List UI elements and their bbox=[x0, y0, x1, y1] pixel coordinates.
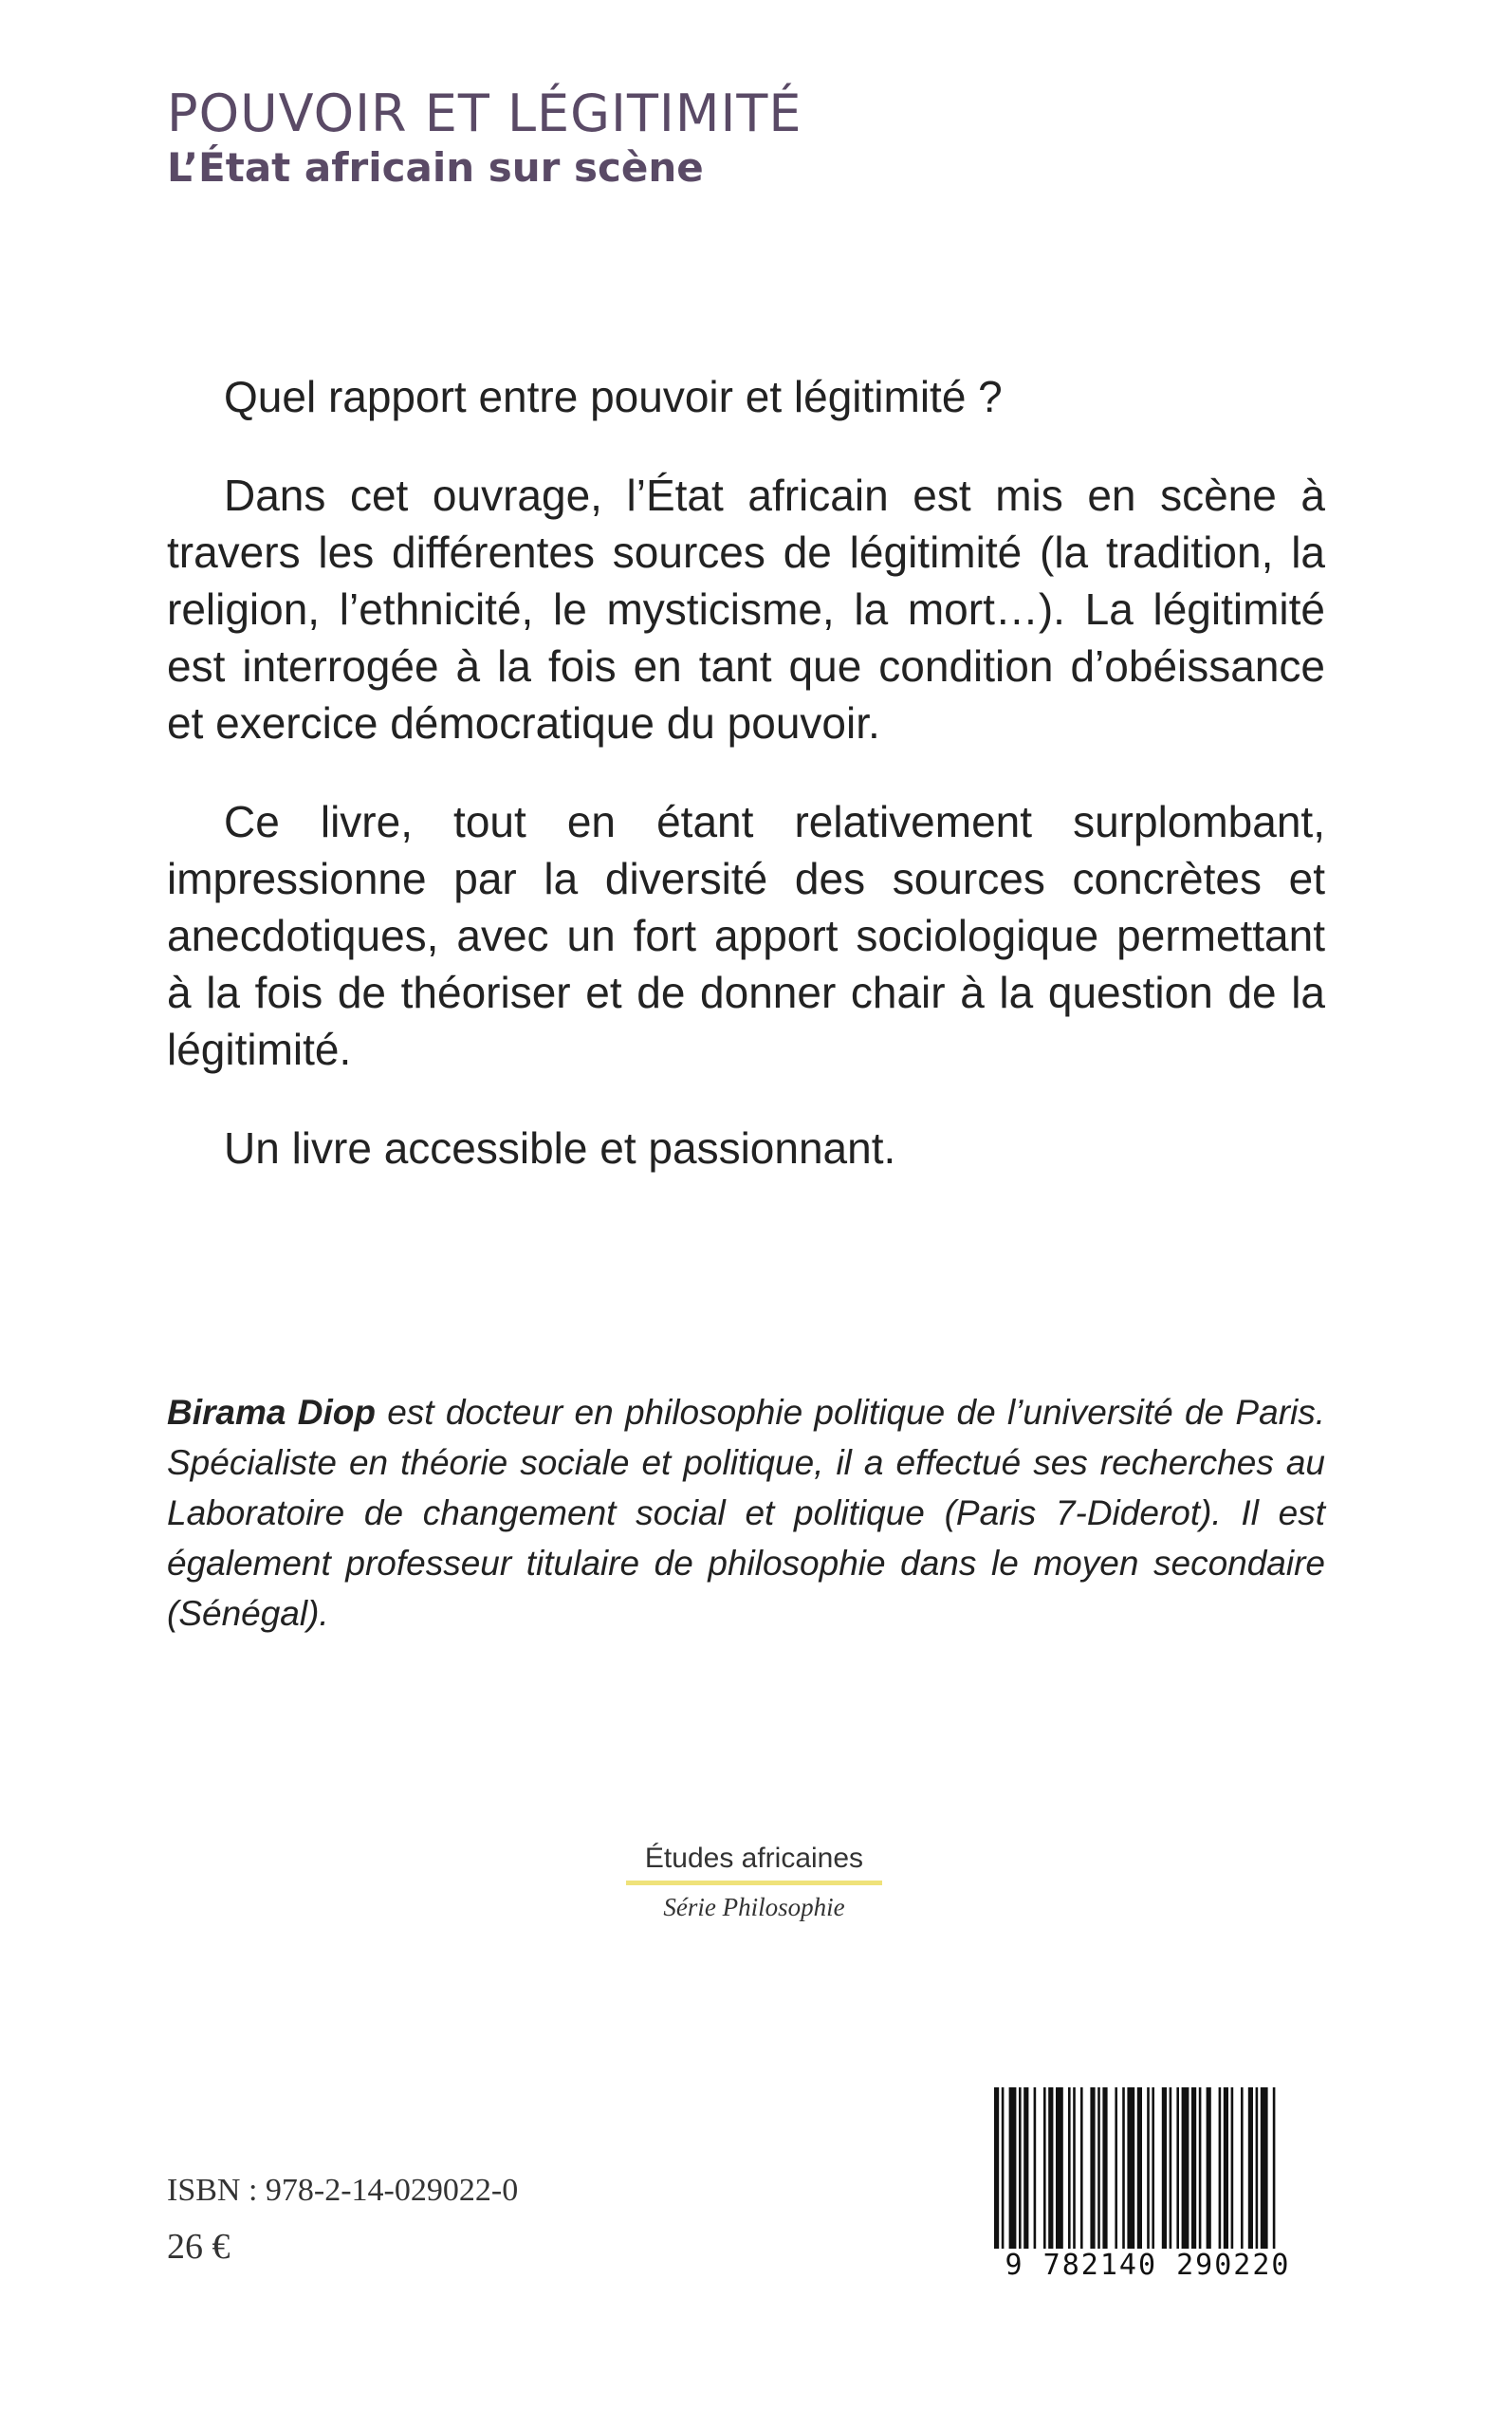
barcode-bar bbox=[1048, 2087, 1053, 2253]
book-title: POUVOIR ET LÉGITIMITÉ bbox=[167, 83, 802, 143]
barcode-bar bbox=[1162, 2087, 1167, 2253]
barcode-bars bbox=[968, 2087, 1328, 2253]
barcode-bar bbox=[1147, 2087, 1150, 2253]
author-name: Birama Diop bbox=[167, 1393, 376, 1432]
barcode-bar bbox=[1241, 2087, 1244, 2253]
collection-label bbox=[626, 1843, 882, 1922]
barcode-bar bbox=[1231, 2087, 1234, 2253]
barcode-bar bbox=[994, 2087, 999, 2253]
barcode-bar bbox=[1073, 2087, 1076, 2253]
barcode-bar bbox=[1056, 2087, 1063, 2253]
barcode-bar bbox=[1115, 2087, 1117, 2253]
barcode-bar bbox=[1090, 2087, 1095, 2253]
collection-series: Série Philosophie bbox=[663, 1893, 845, 1921]
barcode-bar bbox=[1191, 2087, 1196, 2253]
blurb-paragraph: Un livre accessible et passionnant. bbox=[224, 1123, 896, 1173]
barcode-bar bbox=[1102, 2087, 1107, 2253]
book-subtitle: L’État africain sur scène bbox=[167, 144, 704, 191]
barcode-bar bbox=[1261, 2087, 1268, 2253]
barcode-bar bbox=[1080, 2087, 1083, 2253]
barcode-bar bbox=[1097, 2087, 1100, 2253]
barcode-bar bbox=[1122, 2087, 1125, 2253]
blurb-paragraph: Quel rapport entre pouvoir et légitimité ? bbox=[224, 372, 1003, 421]
blurb-paragraph: Dans cet ouvrage, l’État africain est mis en scène à travers les différentes sources de légitimité (la tradition, la religion, l’ethnicité, le mysticisme, la mort…). La légitimité est interrogée à la fois en tant que condition d’obéissance et exercice démocratique du pouvoir. bbox=[167, 471, 1325, 748]
author-bio-text: est docteur en philosophie politique de l’université de Paris. Spécialiste en théorie sociale et politique, il a effectué ses recherches au Laboratoire de changement social et politique (Paris 7-Diderot). Il est également professeur titulaire de philosophie dans le moyen secondaire (Sénégal). bbox=[167, 1393, 1326, 1633]
barcode-bar bbox=[1170, 2087, 1172, 2253]
barcode-bar bbox=[1182, 2087, 1189, 2253]
barcode-bar bbox=[1009, 2087, 1017, 2253]
barcode bbox=[968, 2087, 1328, 2282]
barcode-bar bbox=[1023, 2087, 1028, 2253]
barcode-bar bbox=[1219, 2087, 1222, 2253]
barcode-bar bbox=[1256, 2087, 1259, 2253]
barcode-bar bbox=[1199, 2087, 1202, 2253]
barcode-bar bbox=[1224, 2087, 1228, 2253]
barcode-bar bbox=[1002, 2087, 1005, 2253]
barcode-bar bbox=[1068, 2087, 1071, 2253]
blurb bbox=[167, 368, 1325, 1218]
collection-divider bbox=[626, 1881, 882, 1885]
collection-name: Études africaines bbox=[644, 1843, 864, 1874]
barcode-bar bbox=[1127, 2087, 1134, 2253]
barcode-bar bbox=[1248, 2087, 1253, 2253]
barcode-bar bbox=[1207, 2087, 1211, 2253]
barcode-bar bbox=[1137, 2087, 1142, 2253]
barcode-bar bbox=[1034, 2087, 1037, 2253]
barcode-bar bbox=[1273, 2087, 1276, 2253]
barcode-bar bbox=[1019, 2087, 1022, 2253]
author-bio bbox=[167, 1387, 1325, 1639]
barcode-digits: 9 782140 290220 bbox=[968, 2249, 1328, 2283]
isbn: ISBN : 978-2-14-029022-0 bbox=[167, 2173, 519, 2208]
blurb-paragraph: Ce livre, tout en étant relativement surplombant, impressionne par la diversité des sources concrètes et anecdotiques, avec un fort apport sociologique permettant à la fois de théoriser et de donner chair à la question de la légitimité. bbox=[167, 797, 1325, 1074]
barcode-bar bbox=[1043, 2087, 1046, 2253]
barcode-bar bbox=[1152, 2087, 1154, 2253]
barcode-bar bbox=[1176, 2087, 1179, 2253]
price: 26 € bbox=[167, 2227, 230, 2267]
